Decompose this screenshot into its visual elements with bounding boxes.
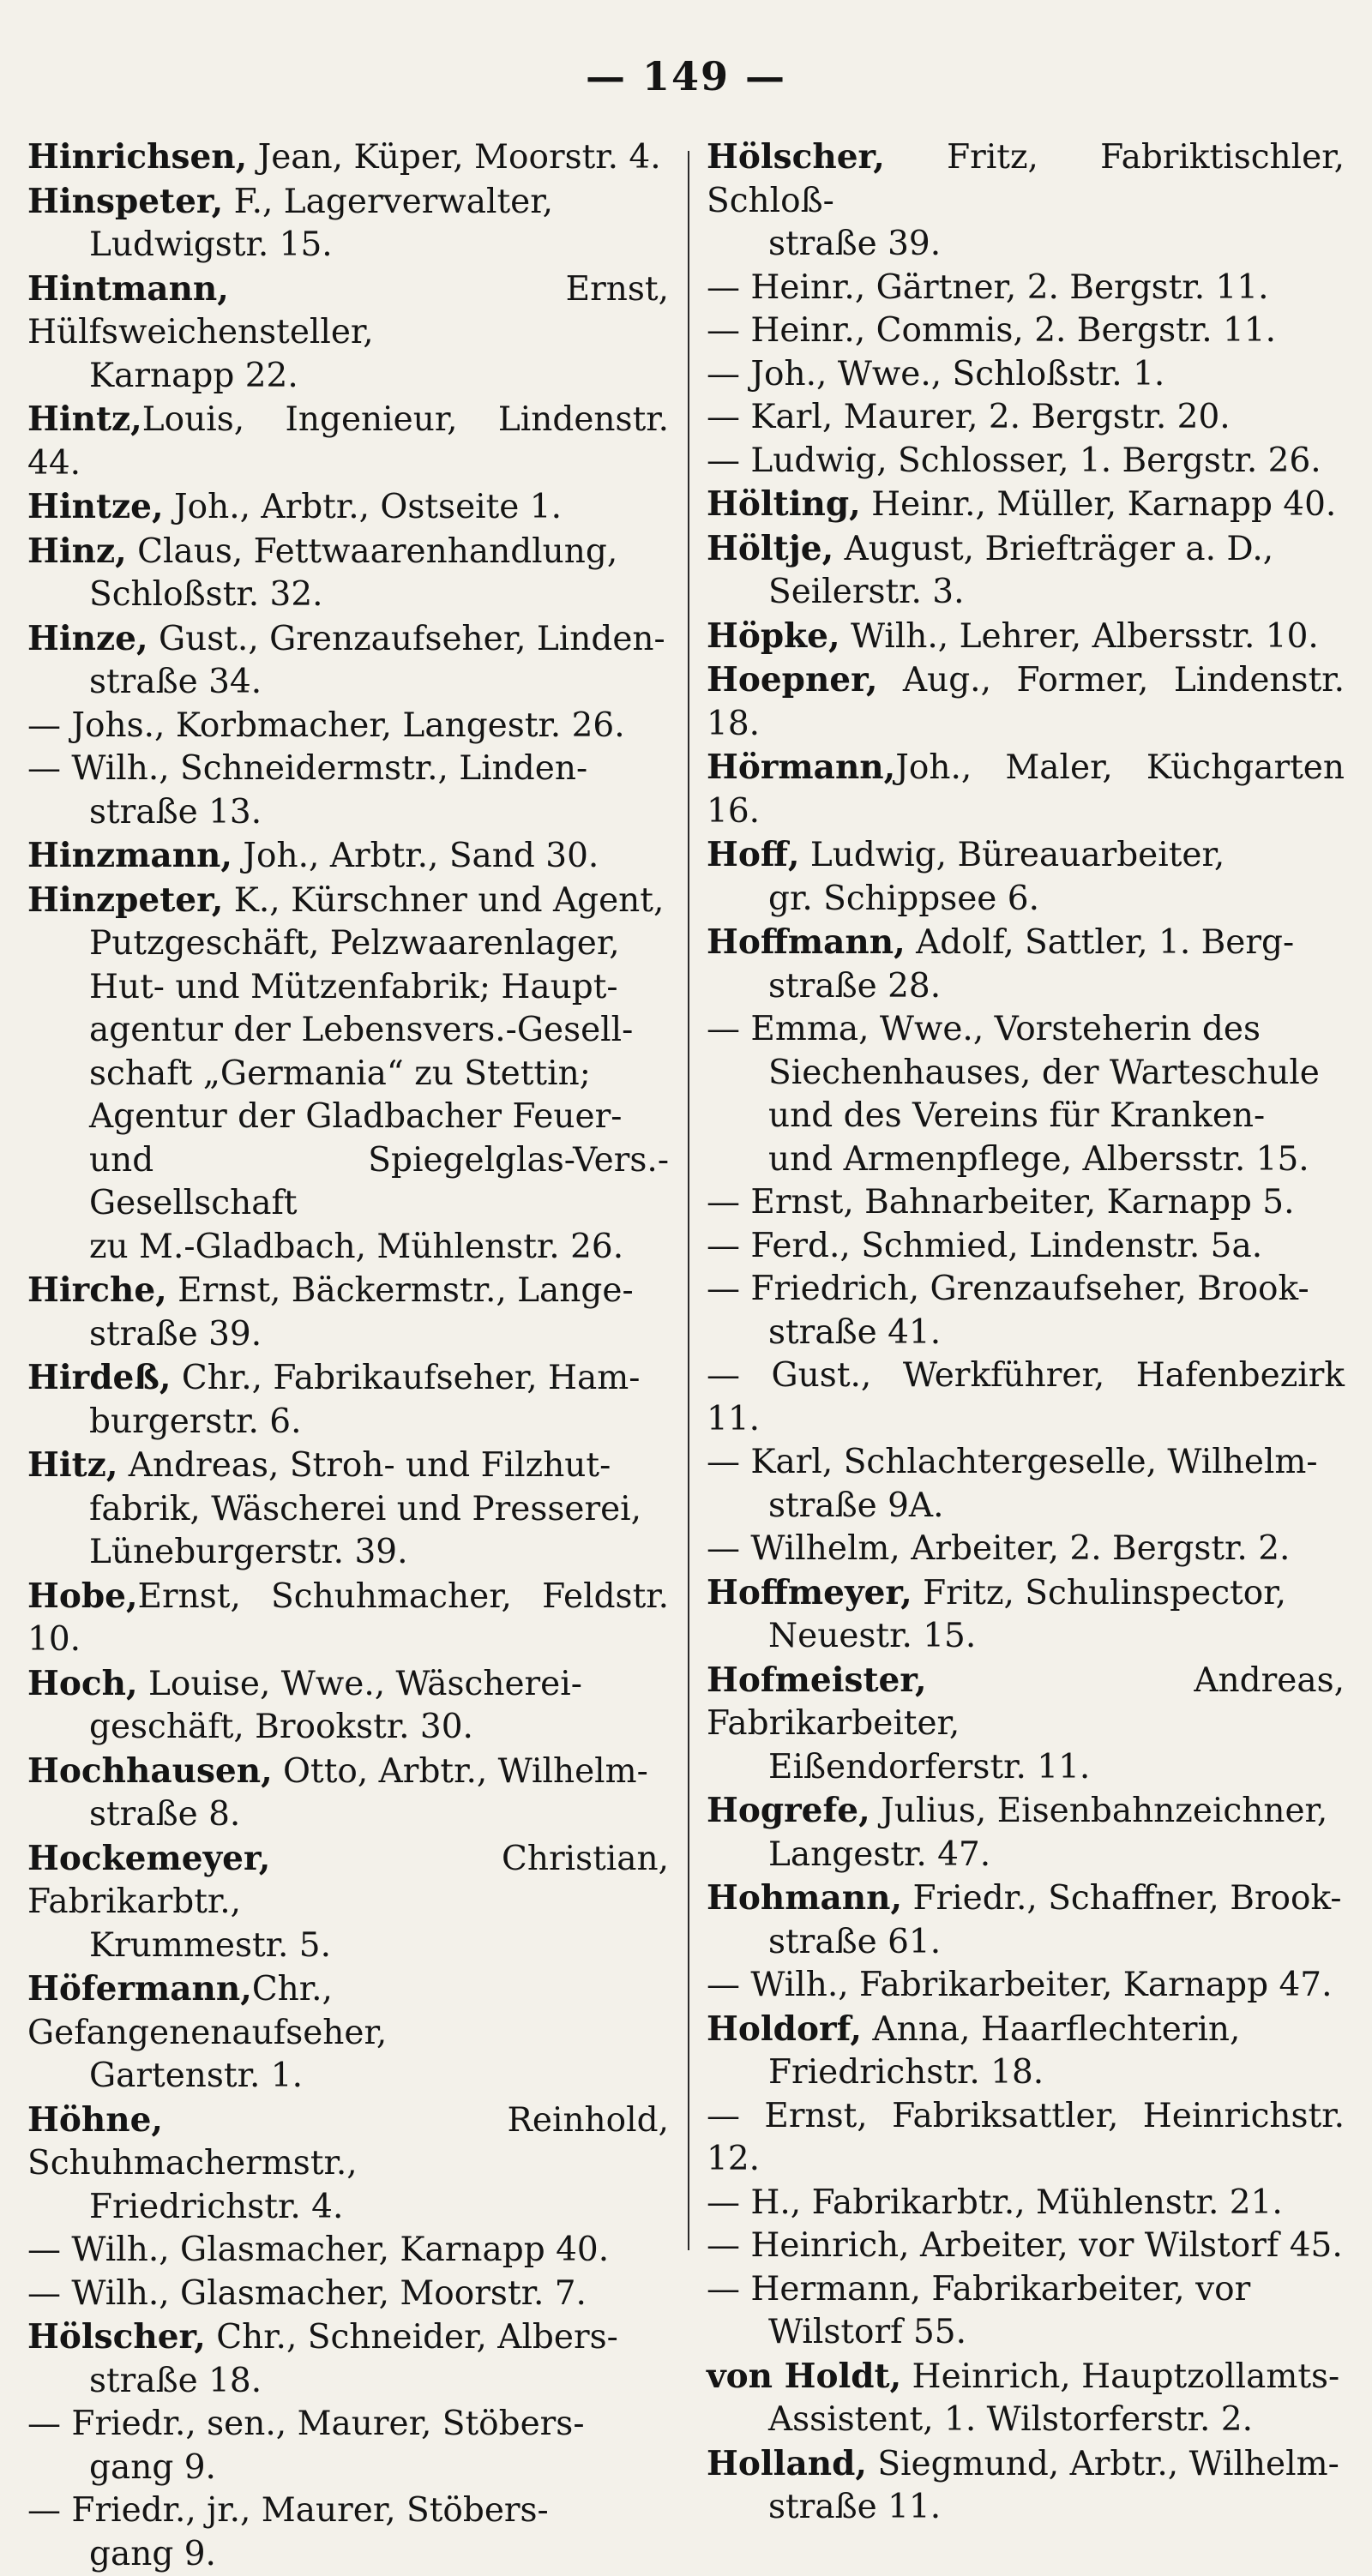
entry-continuation-line <box>27 1924 669 1968</box>
directory-entry <box>707 1008 1345 1181</box>
entry-first-line <box>707 746 1345 833</box>
entry-continuation-line <box>27 2447 669 2490</box>
directory-entry <box>707 2182 1345 2225</box>
entry-first-line <box>707 1354 1345 1441</box>
directory-entry <box>707 440 1345 483</box>
directory-entry <box>27 1356 669 1444</box>
entry-text: Claus, Fettwaarenhandlung, <box>127 532 618 571</box>
entry-continuation-line <box>27 1706 669 1750</box>
entry-text: Ernst, Hülfsweichensteller, <box>27 270 669 352</box>
entry-continuation-line <box>27 1009 669 1053</box>
entry-continuation-line <box>27 1531 669 1575</box>
entry-text: straße 61. <box>768 1923 941 1961</box>
entry-text: — Ferd., Schmied, Lindenstr. 5a. <box>707 1227 1262 1265</box>
entry-text: Julius, Eisenbahnzeichner, <box>870 1792 1328 1830</box>
entry-continuation-line <box>27 2186 669 2230</box>
entry-continuation-line <box>707 2311 1345 2355</box>
entry-continuation-line <box>707 2051 1345 2095</box>
entry-first-line <box>27 705 669 748</box>
entry-text: — Friedr., sen., Maurer, Stöbers- <box>27 2405 585 2443</box>
directory-entry <box>27 2315 669 2403</box>
entry-continuation-line <box>707 1615 1345 1659</box>
entry-text: straße 13. <box>89 793 262 832</box>
entry-text: Assistent, 1. Wilstorferstr. 2. <box>768 2400 1253 2439</box>
entry-first-line <box>707 1789 1345 1834</box>
entry-continuation-line <box>27 1488 669 1532</box>
entry-text: Heinrich, Hauptzollamts- <box>901 2357 1339 2396</box>
entry-first-line <box>27 1444 669 1488</box>
entry-surname: Hoffmann, <box>707 922 906 962</box>
entry-text: — Wilh., Glasmacher, Moorstr. 7. <box>27 2274 587 2313</box>
entry-text: Heinr., Müller, Karnapp 40. <box>861 485 1337 524</box>
entry-first-line <box>27 2403 669 2447</box>
entry-first-line <box>27 180 669 225</box>
directory-entry <box>27 2099 669 2230</box>
entry-text: und des Vereins für Kranken- <box>768 1096 1265 1135</box>
entry-first-line <box>27 1356 669 1401</box>
directory-entry <box>27 485 669 530</box>
entry-text: Louis, Ingenieur, Lindenstr. 44. <box>27 400 669 483</box>
entry-surname: Hintze, <box>27 487 164 526</box>
entry-text: Krummestr. 5. <box>89 1926 331 1965</box>
entry-surname: Hockemeyer, <box>27 1839 270 1878</box>
entry-first-line <box>707 396 1345 440</box>
directory-entry <box>707 2355 1345 2442</box>
entry-text: straße 41. <box>768 1313 941 1352</box>
entry-text: Eißendorferstr. 11. <box>768 1748 1090 1786</box>
directory-entry <box>707 1528 1345 1571</box>
entry-surname: Hohmann, <box>707 1878 902 1918</box>
entry-surname: Hintz, <box>27 399 142 439</box>
entry-text: — Heinr., Commis, 2. Bergstr. 11. <box>707 311 1276 350</box>
directory-entry <box>707 2008 1345 2095</box>
entry-continuation-line <box>27 573 669 617</box>
directory-entry <box>707 135 1345 267</box>
directory-entry <box>707 1789 1345 1876</box>
entry-first-line <box>707 833 1345 878</box>
entry-text: Chr., Gefangenenaufseher, <box>27 1970 387 2052</box>
entry-text: Anna, Haarflechterin, <box>862 2010 1240 2049</box>
entry-first-line <box>27 2229 669 2273</box>
entry-first-line <box>707 353 1345 397</box>
entry-first-line <box>27 2273 669 2316</box>
entry-text: burgerstr. 6. <box>89 1402 301 1441</box>
entry-continuation-line <box>27 224 669 267</box>
directory-entry <box>27 705 669 748</box>
entry-continuation-line <box>27 1096 669 1139</box>
entry-text: Christian, Fabrikarbtr., <box>27 1840 669 1922</box>
directory-entry <box>27 2489 669 2576</box>
entry-text: agentur der Lebensvers.-Gesell- <box>89 1011 633 1049</box>
entry-text: — Wilhelm, Arbeiter, 2. Bergstr. 2. <box>707 1529 1290 1568</box>
entry-text: Joh., Maler, Küchgarten 16. <box>707 748 1345 831</box>
entry-text: zu M.-Gladbach, Mühlenstr. 26. <box>89 1228 623 1266</box>
entry-text: Friedrichstr. 4. <box>89 2188 343 2226</box>
entry-text: Jean, Küper, Moorstr. 4. <box>247 138 660 177</box>
directory-entry <box>707 2095 1345 2182</box>
entry-text: — Karl, Schlachtergeselle, Wilhelm- <box>707 1443 1318 1481</box>
directory-entry <box>27 1662 669 1750</box>
entry-text: — Heinrich, Arbeiter, vor Wilstorf 45. <box>707 2226 1343 2265</box>
entry-surname: Hörmann, <box>707 748 895 787</box>
entry-first-line <box>27 1837 669 1924</box>
entry-surname: Hoffmeyer, <box>707 1573 912 1612</box>
entry-text: Ludwig, Büreauarbeiter, <box>799 836 1225 874</box>
entry-continuation-line <box>707 2399 1345 2442</box>
entry-text: gr. Schippsee 6. <box>768 880 1039 918</box>
directory-entry <box>707 2225 1345 2268</box>
directory-entry <box>707 1354 1345 1441</box>
entry-text: Putzgeschäft, Pelzwaarenlager, <box>89 924 620 963</box>
entry-text: Joh., Arbtr., Ostseite 1. <box>164 488 562 526</box>
entry-continuation-line <box>27 355 669 399</box>
entry-continuation-line <box>27 2360 669 2404</box>
entry-text: gang 9. <box>89 2535 216 2573</box>
directory-entry <box>27 180 669 267</box>
entry-surname: Höltje, <box>707 529 833 568</box>
entry-continuation-line <box>707 2486 1345 2530</box>
entry-surname: Hintmann, <box>27 269 229 309</box>
directory-entry <box>27 2403 669 2489</box>
entry-first-line <box>27 748 669 791</box>
entry-text: — Johs., Korbmacher, Langestr. 26. <box>27 706 625 745</box>
entry-first-line <box>27 398 669 485</box>
entry-first-line <box>27 267 669 355</box>
entry-text: F., Lagerverwalter, <box>223 183 553 221</box>
directory-entry <box>27 1967 669 2099</box>
entry-text: — Gust., Werkführer, Hafenbezirk 11. <box>707 1356 1345 1438</box>
entry-surname: Hinze, <box>27 619 148 658</box>
entry-text: straße 39. <box>768 225 941 263</box>
directory-entry <box>707 1964 1345 2008</box>
entry-text: — Hermann, Fabrikarbeiter, vor <box>707 2270 1250 2309</box>
entry-first-line <box>707 1964 1345 2008</box>
directory-entry <box>707 353 1345 397</box>
entry-surname: Hoff, <box>707 835 799 874</box>
directory-entry <box>707 1225 1345 1269</box>
entry-text: — Heinr., Gärtner, 2. Bergstr. 11. <box>707 268 1269 307</box>
entry-first-line <box>707 1659 1345 1746</box>
entry-continuation-line <box>707 1746 1345 1790</box>
entry-first-line <box>707 2225 1345 2268</box>
entry-text: — Wilh., Glasmacher, Karnapp 40. <box>27 2231 609 2269</box>
entry-first-line <box>707 1441 1345 1485</box>
entry-text: Joh., Arbtr., Sand 30. <box>232 837 599 875</box>
entry-text: — Friedr., jr., Maurer, Stöbers- <box>27 2491 549 2530</box>
entry-text: — Karl, Maurer, 2. Bergstr. 20. <box>707 398 1231 436</box>
entry-first-line <box>707 2182 1345 2225</box>
entry-continuation-line <box>707 1312 1345 1355</box>
entry-continuation-line <box>707 1921 1345 1965</box>
directory-entry <box>27 135 669 180</box>
entry-first-line <box>707 1528 1345 1571</box>
entry-surname: Hofmeister, <box>707 1660 927 1700</box>
entry-text: August, Briefträger a. D., <box>833 530 1273 568</box>
directory-entry <box>27 834 669 879</box>
entry-text: — Emma, Wwe., Vorsteherin des <box>707 1010 1261 1048</box>
entry-text: — Wilh., Schneidermstr., Linden- <box>27 749 587 788</box>
entry-surname: Hölscher, <box>27 2317 206 2357</box>
columns <box>21 135 1357 2302</box>
entry-surname: Höfermann, <box>27 1969 252 2009</box>
entry-surname: Hinrichsen, <box>27 137 247 177</box>
entry-text: straße 8. <box>89 1795 240 1834</box>
entry-text: straße 28. <box>768 967 941 1006</box>
entry-text: Ernst, Bäckermstr., Lange- <box>167 1271 634 1310</box>
entry-first-line <box>707 2442 1345 2487</box>
entry-first-line <box>27 1269 669 1313</box>
directory-entry <box>707 2268 1345 2355</box>
directory-entry <box>27 1837 669 1968</box>
entry-continuation-line <box>27 1793 669 1837</box>
entry-first-line <box>707 921 1345 965</box>
directory-entry <box>27 748 669 834</box>
entry-text: — Wilh., Fabrikarbeiter, Karnapp 47. <box>707 1966 1333 2004</box>
entry-continuation-line <box>27 1313 669 1357</box>
entry-text: Louise, Wwe., Wäscherei- <box>138 1665 582 1703</box>
directory-entry <box>27 398 669 485</box>
directory-entry <box>27 267 669 399</box>
entry-text: Adolf, Sattler, 1. Berg- <box>906 923 1294 962</box>
entry-text: schaft „Germania“ zu Stettin; <box>89 1054 591 1093</box>
entry-first-line <box>27 135 669 180</box>
entry-text: Hut- und Mützenfabrik; Haupt- <box>89 968 618 1006</box>
entry-first-line <box>707 2095 1345 2182</box>
entry-surname: von Holdt, <box>707 2357 901 2396</box>
directory-entry <box>27 2229 669 2273</box>
entry-surname: Hirche, <box>27 1270 167 1310</box>
entry-text: Fritz, Schulinspector, <box>912 1574 1286 1612</box>
directory-entry <box>707 396 1345 440</box>
entry-text: straße 9A. <box>768 1486 943 1525</box>
directory-entry <box>707 483 1345 527</box>
entry-surname: Höhne, <box>27 2100 163 2140</box>
entry-text: fabrik, Wäscherei und Presserei, <box>89 1490 641 1528</box>
directory-entry <box>27 617 669 705</box>
entry-text: straße 18. <box>89 2362 262 2400</box>
entry-surname: Hölscher, <box>707 137 885 177</box>
entry-first-line <box>707 2355 1345 2399</box>
entry-text: Ludwigstr. 15. <box>89 225 333 264</box>
directory-entry <box>707 1876 1345 1964</box>
directory-entry <box>707 2442 1345 2530</box>
entry-first-line <box>27 485 669 530</box>
entry-continuation-line <box>27 791 669 835</box>
entry-text: Neuestr. 15. <box>768 1617 976 1655</box>
entry-text: Seilerstr. 3. <box>768 573 965 611</box>
entry-text: — Ludwig, Schlosser, 1. Bergstr. 26. <box>707 441 1321 480</box>
directory-entry <box>707 833 1345 921</box>
entry-first-line <box>27 617 669 662</box>
entry-continuation-line <box>27 2055 669 2099</box>
entry-text: Reinhold, Schuhmachermstr., <box>27 2101 669 2183</box>
entry-continuation-line <box>707 1834 1345 1877</box>
entry-surname: Holland, <box>707 2444 867 2483</box>
entry-continuation-line <box>27 1139 669 1226</box>
entry-text: Wilh., Lehrer, Albersstr. 10. <box>840 617 1319 656</box>
entry-surname: Holdorf, <box>707 2009 862 2049</box>
entry-continuation-line <box>27 661 669 705</box>
directory-entry <box>27 1575 669 1662</box>
entry-first-line <box>27 1750 669 1794</box>
entry-first-line <box>707 2268 1345 2312</box>
directory-entry <box>707 1268 1345 1354</box>
entry-text: und Armenpflege, Albersstr. 15. <box>768 1140 1309 1179</box>
entry-text: Gartenstr. 1. <box>89 2057 303 2095</box>
left-column <box>21 135 688 2302</box>
entry-text: Siechenhauses, der Warteschule <box>768 1054 1320 1092</box>
entry-surname: Hinz, <box>27 531 127 571</box>
directory-entry <box>707 1659 1345 1790</box>
entry-text: Andreas, Stroh- und Filzhut- <box>117 1446 611 1485</box>
entry-first-line <box>27 1662 669 1707</box>
entry-text: Chr., Fabrikaufseher, Ham- <box>172 1359 641 1397</box>
entry-text: und Spiegelglas-Vers.-Gesellschaft <box>89 1141 669 1223</box>
entry-surname: Hochhausen, <box>27 1751 273 1791</box>
entry-text: Otto, Arbtr., Wilhelm- <box>273 1752 648 1791</box>
entry-text: Fritz, Fabriktischler, Schloß- <box>707 138 1345 220</box>
directory-entry <box>27 1269 669 1356</box>
directory-entry <box>707 267 1345 310</box>
entry-text: Wilstorf 55. <box>768 2313 966 2351</box>
entry-first-line <box>27 1967 669 2055</box>
entry-text: Aug., Former, Lindenstr. 18. <box>707 661 1345 743</box>
entry-continuation-line <box>27 966 669 1010</box>
entry-text: — Ernst, Bahnarbeiter, Karnapp 5. <box>707 1183 1295 1222</box>
entry-first-line <box>707 309 1345 353</box>
entry-text: Lüneburgerstr. 39. <box>89 1533 408 1571</box>
entry-first-line <box>707 483 1345 527</box>
entry-text: Andreas, Fabrikarbeiter, <box>707 1661 1345 1744</box>
entry-text: — H., Fabrikarbtr., Mühlenstr. 21. <box>707 2183 1283 2222</box>
entry-continuation-line <box>27 922 669 966</box>
entry-text: straße 39. <box>89 1315 262 1354</box>
entry-continuation-line <box>707 965 1345 1009</box>
entry-first-line <box>27 2099 669 2186</box>
directory-entry <box>27 1750 669 1837</box>
entry-first-line <box>27 2315 669 2360</box>
entry-first-line <box>707 658 1345 746</box>
directory-entry <box>707 309 1345 353</box>
entry-text: K., Kürschner und Agent, <box>223 881 664 920</box>
entry-text: Chr., Schneider, Albers- <box>206 2318 618 2357</box>
entry-continuation-line <box>27 1401 669 1444</box>
entry-continuation-line <box>707 571 1345 615</box>
directory-entry <box>707 1571 1345 1659</box>
entry-text: straße 11. <box>768 2488 941 2526</box>
entry-surname: Hitz, <box>27 1445 117 1485</box>
directory-entry <box>707 658 1345 746</box>
entry-text: straße 34. <box>89 663 262 701</box>
directory-entry <box>707 746 1345 833</box>
directory-entry <box>27 2273 669 2316</box>
entry-continuation-line <box>707 1095 1345 1138</box>
entry-continuation-line <box>27 1053 669 1096</box>
entry-surname: Hölting, <box>707 484 861 524</box>
entry-first-line <box>27 834 669 879</box>
entry-continuation-line <box>27 2533 669 2576</box>
entry-text: geschäft, Brookstr. 30. <box>89 1708 473 1746</box>
entry-continuation-line <box>27 1226 669 1270</box>
directory-entry <box>27 530 669 617</box>
directory-entry <box>27 879 669 1270</box>
entry-first-line <box>27 879 669 923</box>
directory-entry <box>707 527 1345 615</box>
entry-surname: Hirdeß, <box>27 1358 172 1397</box>
entry-text: Langestr. 47. <box>768 1835 990 1874</box>
directory-entry <box>27 1444 669 1575</box>
entry-text: Ernst, Schuhmacher, Feldstr. 10. <box>27 1577 669 1660</box>
directory-entry <box>707 1441 1345 1528</box>
entry-surname: Höpke, <box>707 616 840 656</box>
entry-first-line <box>707 1876 1345 1921</box>
entry-text: gang 9. <box>89 2448 216 2487</box>
entry-surname: Hobe, <box>27 1576 138 1616</box>
entry-continuation-line <box>707 223 1345 267</box>
entry-surname: Hinspeter, <box>27 182 223 221</box>
entry-first-line <box>27 530 669 574</box>
entry-text: Siegmund, Arbtr., Wilhelm- <box>867 2445 1339 2483</box>
entry-text: — Ernst, Fabriksattler, Heinrichstr. 12. <box>707 2097 1345 2179</box>
directory-entry <box>707 615 1345 659</box>
entry-text: Schloßstr. 32. <box>89 575 323 614</box>
entry-text: — Joh., Wwe., Schloßstr. 1. <box>707 355 1164 393</box>
entry-first-line <box>707 527 1345 572</box>
entry-text: Friedrichstr. 18. <box>768 2053 1044 2092</box>
entry-continuation-line <box>707 878 1345 922</box>
entry-first-line <box>27 2489 669 2533</box>
entry-text: Agentur der Gladbacher Feuer- <box>89 1097 622 1136</box>
entry-first-line <box>707 615 1345 659</box>
entry-surname: Hinzpeter, <box>27 880 223 920</box>
entry-text: Friedr., Schaffner, Brook- <box>902 1879 1342 1918</box>
entry-first-line <box>707 135 1345 223</box>
entry-surname: Hoch, <box>27 1664 138 1703</box>
entry-continuation-line <box>707 1138 1345 1182</box>
entry-first-line <box>707 2008 1345 2052</box>
right-column <box>689 135 1357 2302</box>
page-number: — 149 — <box>0 53 1372 99</box>
entry-surname: Hogrefe, <box>707 1791 870 1830</box>
entry-text: Karnapp 22. <box>89 357 298 395</box>
entry-first-line <box>707 1268 1345 1312</box>
entry-continuation-line <box>707 1052 1345 1096</box>
entry-first-line <box>707 1571 1345 1616</box>
entry-first-line <box>707 440 1345 483</box>
entry-first-line <box>707 1008 1345 1052</box>
entry-first-line <box>707 1181 1345 1225</box>
entry-continuation-line <box>707 1485 1345 1528</box>
directory-entry <box>707 921 1345 1008</box>
entry-surname: Hoepner, <box>707 660 877 700</box>
entry-first-line <box>707 1225 1345 1269</box>
entry-surname: Hinzmann, <box>27 836 232 875</box>
directory-entry <box>707 1181 1345 1225</box>
entry-first-line <box>707 267 1345 310</box>
entry-text: Gust., Grenzaufseher, Linden- <box>148 620 665 658</box>
entry-text: — Friedrich, Grenzaufseher, Brook- <box>707 1270 1309 1308</box>
entry-first-line <box>27 1575 669 1662</box>
